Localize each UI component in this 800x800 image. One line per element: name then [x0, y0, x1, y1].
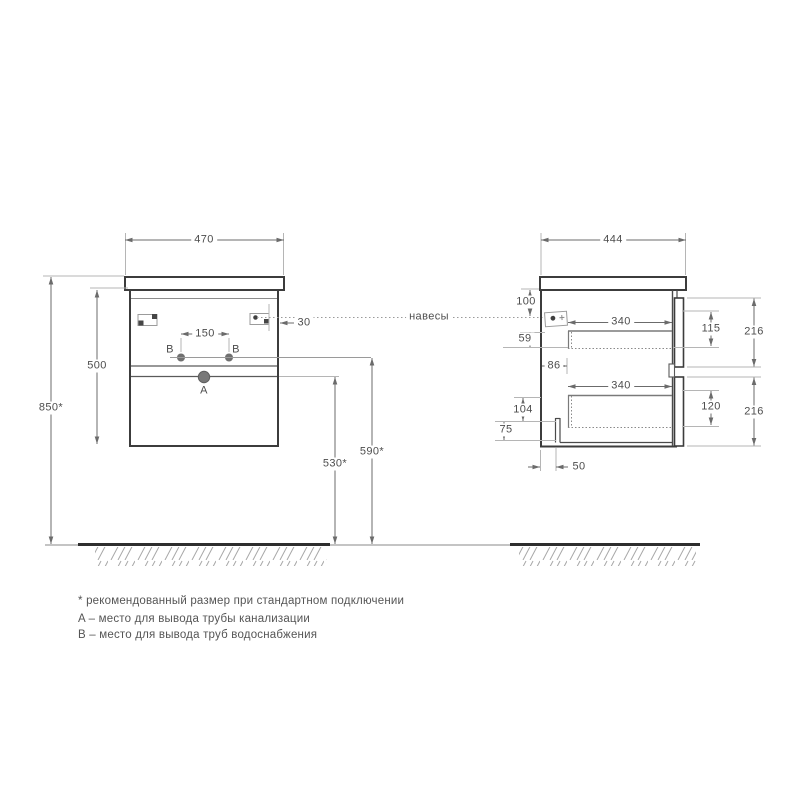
hole-a-label: A	[200, 384, 208, 397]
floor	[45, 545, 700, 567]
side-drawer-box-upper	[568, 331, 672, 349]
hanger-offset-label: 30	[294, 317, 313, 330]
side-100-label: 100	[513, 296, 539, 309]
side-75-label: 75	[496, 424, 515, 437]
floor-hatch-right	[519, 547, 696, 566]
floor-hatch-left	[95, 547, 327, 566]
water-height-label: 590*	[357, 446, 387, 459]
side-drawer-gap-step	[669, 364, 675, 377]
front-hanger-bracket-left	[138, 314, 157, 326]
holes-spacing-label: 150	[192, 328, 218, 341]
drawer-front-upper-label: 216	[741, 326, 767, 339]
front-hanger-bracket-right	[250, 314, 269, 325]
side-dimensions	[495, 233, 761, 471]
drawer-depth-upper-label: 340	[608, 316, 634, 329]
side-115-label: 115	[699, 323, 724, 336]
footnote-hole-b: B – место для вывода труб водоснабжения	[78, 629, 318, 641]
front-height-label: 500	[84, 360, 110, 373]
side-depth-label: 444	[600, 234, 626, 247]
side-hanger-bracket	[545, 311, 568, 327]
drain-height-label: 530*	[320, 458, 350, 471]
hole-b-left-label: B	[166, 343, 174, 356]
side-bottom-recess	[556, 418, 673, 443]
side-drawer-box-lower	[568, 395, 672, 428]
side-countertop	[540, 277, 686, 290]
side-120-label: 120	[698, 401, 724, 414]
side-drawer-front-lower	[675, 377, 684, 446]
footnote-recommended-size: * рекомендованный размер при стандартном подключении	[78, 595, 405, 607]
side-86-label: 86	[544, 360, 563, 373]
side-drawer-front-upper	[675, 298, 684, 367]
hole-b-right-label: B	[232, 343, 240, 356]
side-50-label: 50	[569, 461, 588, 474]
drawer-front-lower-label: 216	[741, 406, 767, 419]
front-width-label: 470	[191, 234, 217, 247]
hangers-callout-label: навесы	[406, 311, 452, 324]
side-59-label: 59	[515, 333, 534, 346]
footnote-hole-a: A – место для вывода трубы канализации	[78, 613, 310, 625]
front-countertop	[125, 277, 284, 290]
side-104-label: 104	[510, 404, 536, 417]
drawer-depth-lower-label: 340	[608, 380, 634, 393]
mount-height-label: 850*	[36, 402, 66, 415]
front-view	[125, 277, 371, 446]
hole-a	[198, 371, 209, 382]
